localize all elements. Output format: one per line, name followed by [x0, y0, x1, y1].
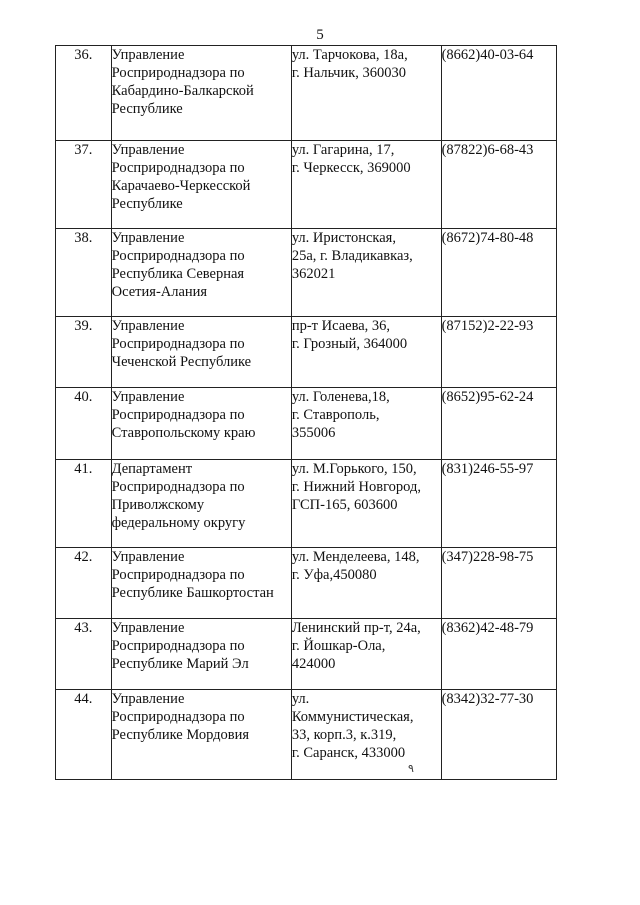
row-number: 36.: [56, 46, 112, 141]
agency-address: [291, 388, 441, 460]
agency-address-line: г. Уфа,450080: [291, 567, 377, 583]
agency-address-line: 424000: [291, 656, 336, 672]
agency-address-line: г. Йошкар-Ола,: [291, 638, 386, 654]
agency-name: [111, 548, 291, 619]
agency-phone: (8662)40-03-64: [441, 46, 556, 141]
agency-address-line: г. Грозный, 364000: [291, 336, 408, 352]
agency-phone: (831)246-55-97: [441, 460, 556, 548]
table-row: [56, 690, 557, 780]
agency-name-line: Управление: [111, 47, 185, 63]
table-row: [56, 619, 557, 690]
agency-address-line: 25а, г. Владикавказ,: [291, 248, 413, 264]
agency-name: [111, 317, 291, 388]
agency-name-line: Управление: [111, 620, 185, 636]
page-number: 5: [316, 27, 324, 43]
agency-name-line: Управление: [111, 549, 185, 565]
agency-name: [111, 388, 291, 460]
agency-phone: (8362)42-48-79: [441, 619, 556, 690]
row-number: 43.: [56, 619, 112, 690]
agency-name-line: Республике: [111, 196, 183, 212]
agency-name: [111, 46, 291, 141]
agency-name-line: Карачаево-Черкесской: [111, 178, 251, 194]
agency-name: [111, 690, 291, 780]
agency-name-line: Кабардино-Балкарской: [111, 83, 254, 99]
table-row: [56, 388, 557, 460]
agency-address-line: ул. Менделеева, 148,: [291, 549, 420, 565]
agency-address-line: ул. Тарчокова, 18а,: [291, 47, 408, 63]
agency-phone: (8672)74-80-48: [441, 229, 556, 317]
row-number: 40.: [56, 388, 112, 460]
row-number: 37.: [56, 141, 112, 229]
agency-name-line: Росприроднадзора по: [111, 479, 245, 495]
agency-name-line: Росприроднадзора по: [111, 407, 245, 423]
agency-name-line: Росприроднадзора по: [111, 160, 245, 176]
agency-address-line: г. Нальчик, 360030: [291, 65, 406, 81]
agency-address-line: 33, корп.3, к.319,: [291, 727, 397, 743]
row-number: 41.: [56, 460, 112, 548]
table-row: [56, 460, 557, 548]
agency-address-line: ул. М.Горького, 150,: [291, 461, 417, 477]
agency-address-line: ул.: [291, 691, 310, 707]
agency-address-line: Коммунистическая,: [291, 709, 414, 725]
agency-name-line: Росприроднадзора по: [111, 65, 245, 81]
agency-name-line: Управление: [111, 318, 185, 334]
agency-name: [111, 460, 291, 548]
agency-address: [291, 46, 441, 141]
table-row: [56, 548, 557, 619]
agency-name-line: Росприроднадзора по: [111, 336, 245, 352]
agency-name-line: Республике Башкортостан: [111, 585, 274, 601]
agency-name-line: Управление: [111, 389, 185, 405]
agency-address: [291, 619, 441, 690]
agency-name-line: Осетия-Алания: [111, 284, 208, 300]
agency-name-line: Департамент: [111, 461, 193, 477]
agency-name-line: федеральному округу: [111, 515, 246, 531]
agency-name-line: Росприроднадзора по: [111, 567, 245, 583]
agency-address-line: г. Нижний Новгород,: [291, 479, 422, 495]
table-row: [56, 141, 557, 229]
row-number: 44.: [56, 690, 112, 780]
agency-name-line: Росприроднадзора по: [111, 638, 245, 654]
agency-phone: (87822)6-68-43: [441, 141, 556, 229]
agency-name-line: Республике Марий Эл: [111, 656, 249, 672]
agency-name-line: Приволжскому: [111, 497, 205, 513]
agency-address-line: 362021: [291, 266, 336, 282]
agency-phone: (8342)32-77-30: [441, 690, 556, 780]
agency-phone: (8652)95-62-24: [441, 388, 556, 460]
agency-address: [291, 460, 441, 548]
table-body: [56, 46, 557, 780]
agency-name-line: Управление: [111, 142, 185, 158]
agency-directory-table: [55, 45, 557, 780]
agency-address: [291, 229, 441, 317]
agency-name-line: Республика Северная: [111, 266, 245, 282]
agency-address-line: пр-т Исаева, 36,: [291, 318, 391, 334]
agency-address: [291, 317, 441, 388]
agency-name: [111, 141, 291, 229]
agency-name-line: Росприроднадзора по: [111, 248, 245, 264]
agency-address-line: ул. Гагарина, 17,: [291, 142, 395, 158]
agency-phone: (87152)2-22-93: [441, 317, 556, 388]
agency-address-line: ул. Иристонская,: [291, 230, 396, 246]
agency-address-line: г. Черкесск, 369000: [291, 160, 411, 176]
table-row: [56, 46, 557, 141]
agency-name-line: Чеченской Республике: [111, 354, 252, 370]
table-row: [56, 229, 557, 317]
agency-name-line: Росприроднадзора по: [111, 709, 245, 725]
table-row: [56, 317, 557, 388]
agency-name: [111, 229, 291, 317]
row-number: 38.: [56, 229, 112, 317]
row-number: 39.: [56, 317, 112, 388]
row-number: 42.: [56, 548, 112, 619]
agency-address-line: 355006: [291, 425, 336, 441]
agency-address-line: ул. Голенева,18,: [291, 389, 390, 405]
agency-name-line: Управление: [111, 691, 185, 707]
agency-address: [291, 690, 441, 780]
scan-speck: ٩: [408, 763, 414, 775]
agency-name: [111, 619, 291, 690]
agency-name-line: Управление: [111, 230, 185, 246]
agency-name-line: Республике Мордовия: [111, 727, 250, 743]
agency-name-line: Республике: [111, 101, 183, 117]
agency-address-line: г. Ставрополь,: [291, 407, 380, 423]
agency-address-line: ГСП-165, 603600: [291, 497, 398, 513]
agency-address: [291, 141, 441, 229]
agency-phone: (347)228-98-75: [441, 548, 556, 619]
agency-address: [291, 548, 441, 619]
agency-address-line: г. Саранск, 433000: [291, 745, 406, 761]
agency-address-line: Ленинский пр-т, 24а,: [291, 620, 421, 636]
agency-name-line: Ставропольскому краю: [111, 425, 256, 441]
